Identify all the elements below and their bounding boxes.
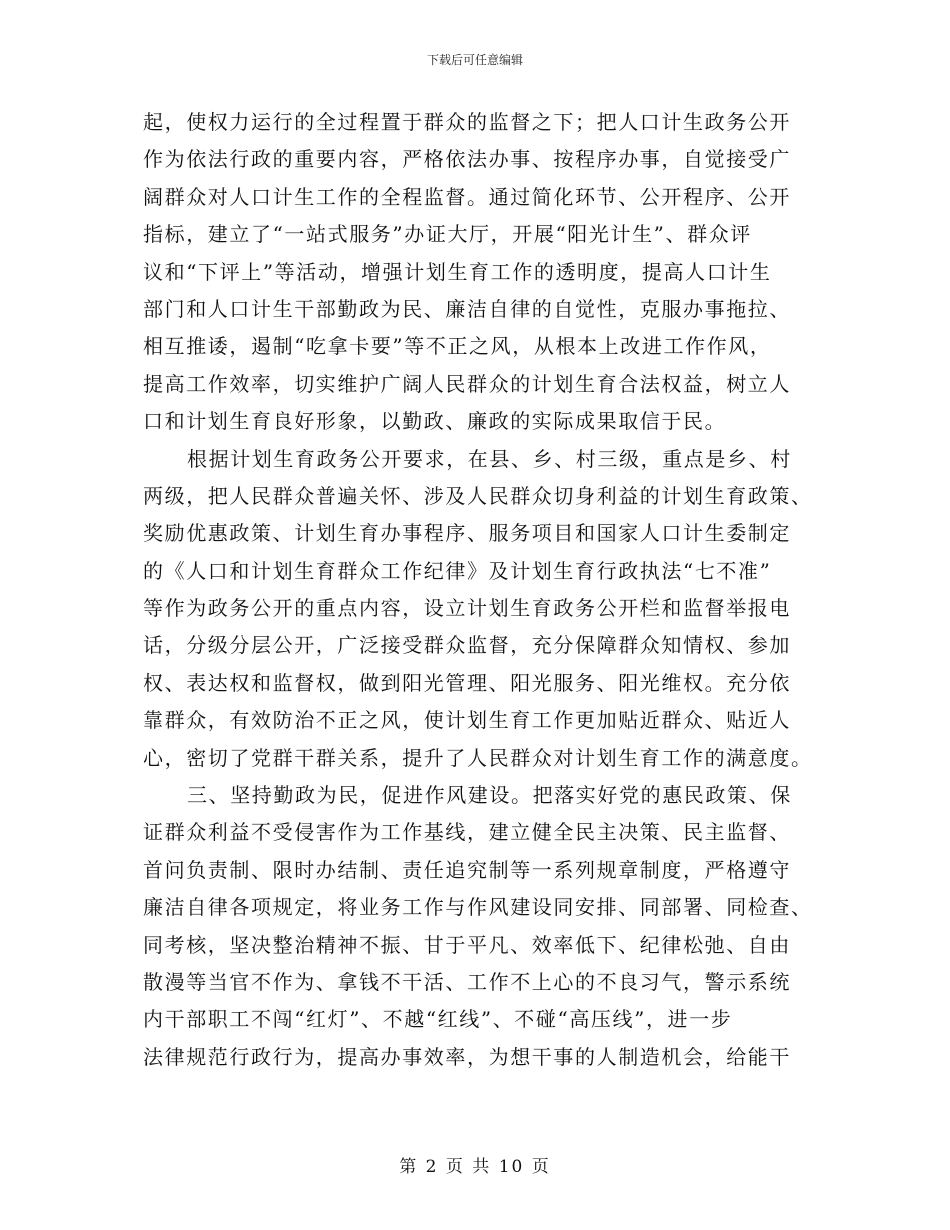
text-line: 廉洁自律各项规定，将业务工作与作风建设同安排、同部署、同检查、 [143,895,813,920]
paragraph-first-line: 根据计划生育政务公开要求，在县、乡、村三级，重点是乡、村 [187,446,792,471]
text-line: 法律规范行政行为，提高办事效率，为想干事的人制造机会，给能干 [143,1044,791,1069]
text-line: 两级，把人民群众普遍关怀、涉及人民群众切身利益的计划生育政策、 [143,483,813,508]
text-line: 起，使权力运行的全过程置于群众的监督之下；把人口计生政务公开 [143,110,791,134]
text-line: 权、表达权和监督权，做到阳光管理、阳光服务、阳光维权。充分依 [143,670,791,695]
text-line: 议和“下评上”等活动，增强计划生育工作的透明度，提高人口计生 [143,259,772,284]
text-line: 口和计划生育良好形象，以勤政、廉政的实际成果取信于民。 [143,409,727,434]
text-line: 心，密切了党群干群关系，提升了人民群众对计划生育工作的满意度。 [143,745,813,770]
text-line: 散漫等当官不作为、拿钱不干活、工作不上心的不良习气，警示系统 [143,969,791,994]
text-line: 提高工作效率，切实维护广阔人民群众的计划生育合法权益，树立人 [143,371,791,396]
page-number-footer: 第 2 页 共 10 页 [399,1157,551,1177]
text-line: 部门和人口计生干部勤政为民、廉洁自律的自觉性，克服办事拖拉、 [143,296,791,321]
text-line: 作为依法行政的重要内容，严格依法办事、按程序办事，自觉接受广 [143,147,791,172]
text-line: 奖励优惠政策、计划生育办事程序、服务项目和国家人口计生委制定 [143,521,791,546]
paragraph-first-line: 三、坚持勤政为民，促进作风建设。把落实好党的惠民政策、保 [187,783,792,808]
text-line: 相互推诿，遏制“吃拿卡要”等不正之风，从根本上改进工作作风， [143,334,772,359]
text-line: 证群众利益不受侵害作为工作基线，建立健全民主决策、民主监督、 [143,820,791,845]
text-line: 的《人口和计划生育群众工作纪律》及计划生育行政执法“七不准” [143,558,772,583]
page-header: 下载后可任意编辑 [426,53,523,67]
text-line: 靠群众，有效防治不正之风，使计划生育工作更加贴近群众、贴近人 [143,708,791,733]
text-line: 阔群众对人口计生工作的全程监督。通过简化环节、公开程序、公开 [143,184,791,209]
text-line: 同考核，坚决整治精神不振、甘于平凡、效率低下、纪律松弛、自由 [143,932,791,957]
text-line: 内干部职工不闯“红灯”、不越“红线”、不碰“高压线”，进一步 [143,1007,733,1032]
text-line: 首问负责制、限时办结制、责任追究制等一系列规章制度，严格遵守 [143,857,791,882]
text-line: 等作为政务公开的重点内容，设立计划生育政务公开栏和监督举报电 [143,596,791,621]
text-line: 话，分级分层公开，广泛接受群众监督，充分保障群众知情权、参加 [143,633,791,658]
document-body [143,104,813,1076]
text-line: 指标，建立了“一站式服务”办证大厅，开展“阳光计生”、群众评 [143,222,752,247]
